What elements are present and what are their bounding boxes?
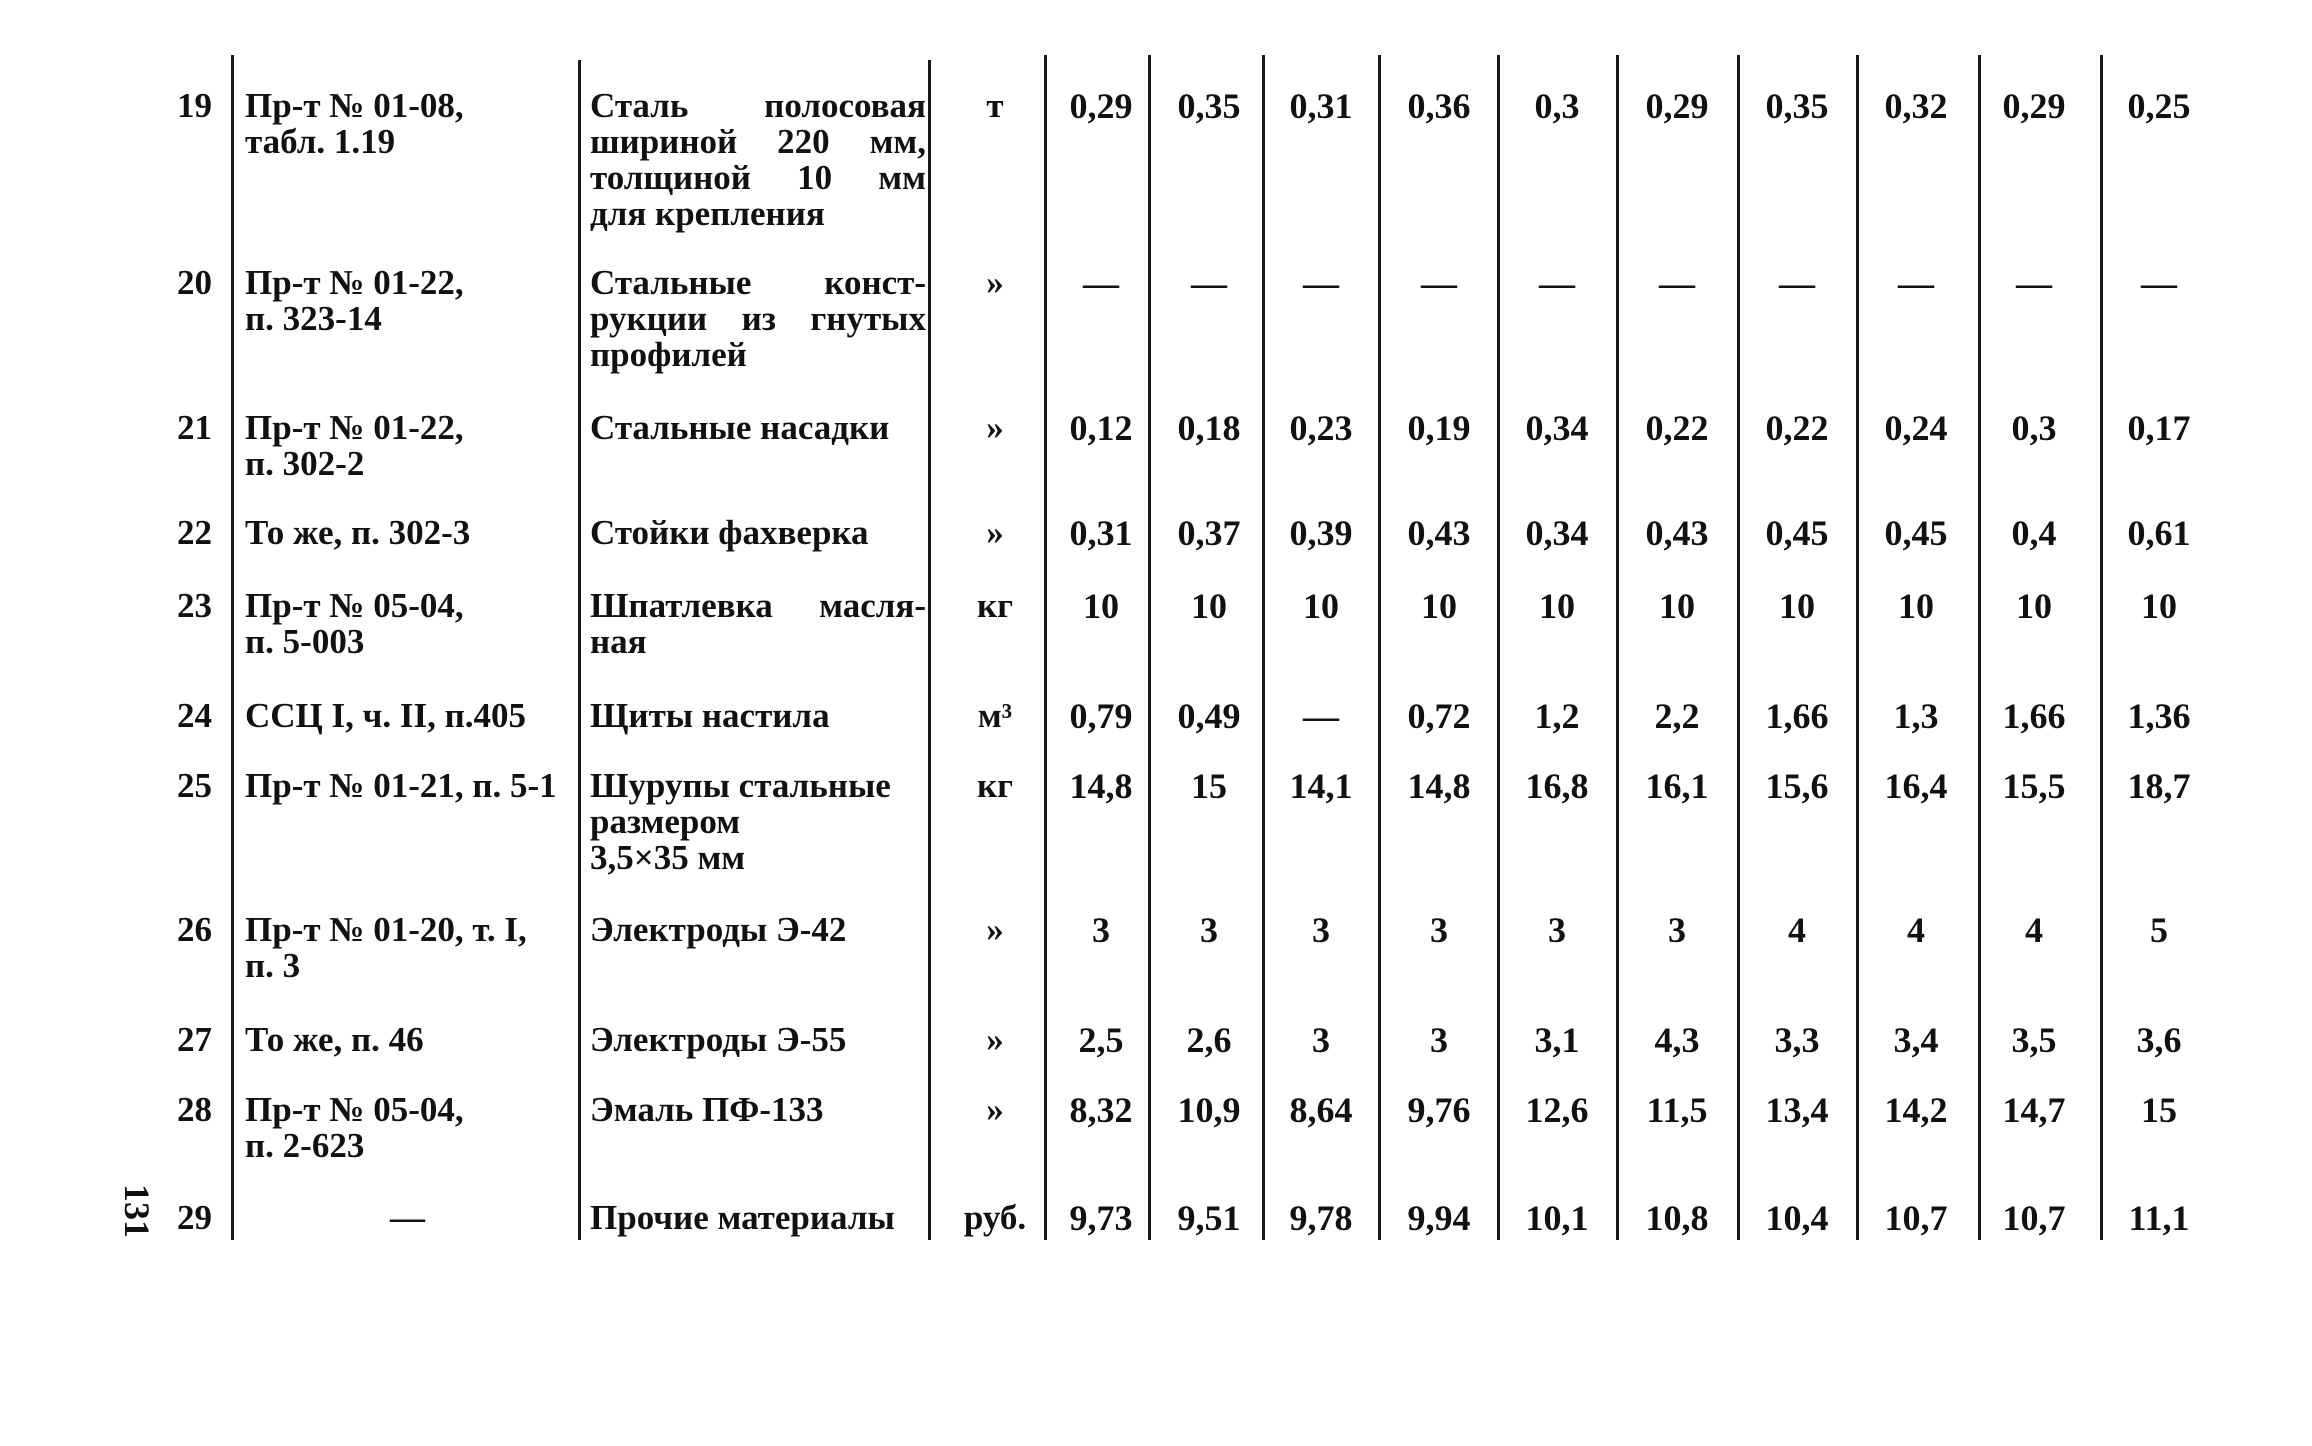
row-number: 22 <box>177 513 212 552</box>
value-cell: 10,8 <box>1645 1198 1709 1238</box>
value-cell: — <box>1898 263 1934 303</box>
value-cell: 0,29 <box>2002 86 2066 126</box>
value-cell: 10 <box>1539 586 1575 626</box>
value-cell: 14,1 <box>1289 766 1353 806</box>
value-cell: 10 <box>1083 586 1119 626</box>
source-line: п. 323-14 <box>245 299 382 338</box>
column-rule <box>1856 55 1859 1240</box>
value-cell: 12,6 <box>1525 1090 1589 1130</box>
column-rule <box>1044 55 1047 1240</box>
value-cell: 14,8 <box>1407 766 1471 806</box>
column-rule <box>1616 55 1619 1240</box>
value-cell: 10 <box>1303 586 1339 626</box>
value-cell: 0,61 <box>2127 513 2191 553</box>
value-cell: 0,79 <box>1069 696 1133 736</box>
value-cell: 8,64 <box>1289 1090 1353 1130</box>
value-cell: 3,6 <box>2136 1020 2182 1060</box>
source-reference <box>245 410 575 482</box>
column-rule <box>1378 55 1381 1240</box>
value-cell: 3 <box>1668 910 1686 950</box>
value-cell: 1,66 <box>2002 696 2066 736</box>
unit-of-measure: т <box>986 86 1004 125</box>
column-rule <box>1148 55 1151 1240</box>
material-name-line: Шурупы стальные <box>590 766 891 805</box>
value-cell: 3 <box>1430 910 1448 950</box>
value-cell: — <box>1303 263 1339 303</box>
column-rule <box>1978 55 1981 1240</box>
value-cell: 0,17 <box>2127 408 2191 448</box>
source-line: Пр-т № 01-08, <box>245 86 464 125</box>
material-name-line: Шпатлевка масля- <box>590 586 926 625</box>
source-line: То же, п. 302-3 <box>245 513 471 552</box>
value-cell: 3 <box>1092 910 1110 950</box>
material-name <box>590 768 926 876</box>
row-number: 20 <box>177 263 212 302</box>
row-number: 25 <box>177 766 212 805</box>
value-cell: 0,3 <box>1534 86 1580 126</box>
material-name-line: профилей <box>590 335 747 374</box>
value-cell: 10 <box>1779 586 1815 626</box>
value-cell: 10,4 <box>1765 1198 1829 1238</box>
value-cell: — <box>2016 263 2052 303</box>
value-cell: 0,72 <box>1407 696 1471 736</box>
value-cell: 10,7 <box>1884 1198 1948 1238</box>
source-reference <box>245 265 575 337</box>
material-name-line: 3,5×35 мм <box>590 838 746 877</box>
value-cell: 0,45 <box>1884 513 1948 553</box>
material-name-line: Стальные насадки <box>590 408 890 447</box>
material-name-line: Эмаль ПФ-133 <box>590 1090 824 1129</box>
value-cell: 0,31 <box>1069 513 1133 553</box>
value-cell: 10,9 <box>1177 1090 1241 1130</box>
value-cell: 4 <box>1788 910 1806 950</box>
value-cell: 15 <box>2141 1090 2177 1130</box>
value-cell: 16,4 <box>1884 766 1948 806</box>
column-rule <box>2100 55 2103 1240</box>
value-cell: 0,34 <box>1525 513 1589 553</box>
value-cell: — <box>1659 263 1695 303</box>
value-cell: 10 <box>1421 586 1457 626</box>
value-cell: 0,35 <box>1177 86 1241 126</box>
source-line: Пр-т № 01-22, <box>245 408 464 447</box>
value-cell: 15,5 <box>2002 766 2066 806</box>
source-line: п. 302-2 <box>245 444 365 483</box>
source-reference <box>245 1092 575 1164</box>
material-name-line: Щиты настила <box>590 696 830 735</box>
source-line: п. 2-623 <box>245 1126 365 1165</box>
source-reference <box>245 88 575 160</box>
value-cell: 0,36 <box>1407 86 1471 126</box>
value-cell: 3 <box>1548 910 1566 950</box>
unit-of-measure: » <box>986 513 1004 552</box>
value-cell: 2,2 <box>1654 696 1700 736</box>
value-cell: — <box>1303 696 1339 736</box>
value-cell: — <box>1421 263 1457 303</box>
row-number: 23 <box>177 586 212 625</box>
material-name <box>590 588 926 660</box>
unit-of-measure: м³ <box>977 696 1013 735</box>
value-cell: 3 <box>1312 1020 1330 1060</box>
material-name-line: толщиной 10 мм <box>590 158 926 197</box>
value-cell: 5 <box>2150 910 2168 950</box>
material-name <box>590 912 926 948</box>
column-rule <box>928 60 931 1240</box>
value-cell: 0,31 <box>1289 86 1353 126</box>
material-name <box>590 1092 926 1128</box>
value-cell: 4 <box>1907 910 1925 950</box>
column-rule <box>231 55 234 1240</box>
source-line: ССЦ I, ч. II, п.405 <box>245 696 527 735</box>
value-cell: — <box>1191 263 1227 303</box>
column-rule <box>1737 55 1740 1240</box>
value-cell: 3 <box>1200 910 1218 950</box>
value-cell: 0,22 <box>1645 408 1709 448</box>
row-number: 21 <box>177 408 212 447</box>
material-name-line: Электроды Э-55 <box>590 1020 847 1059</box>
unit-of-measure: » <box>986 263 1004 302</box>
value-cell: 1,3 <box>1893 696 1939 736</box>
unit-of-measure: » <box>986 1090 1004 1129</box>
value-cell: 10,7 <box>2002 1198 2066 1238</box>
value-cell: 2,6 <box>1186 1020 1232 1060</box>
value-cell: 0,18 <box>1177 408 1241 448</box>
row-number: 24 <box>177 696 212 735</box>
source-line: Пр-т № 01-21, п. 5-1 <box>245 766 557 805</box>
source-line: Пр-т № 05-04, <box>245 586 464 625</box>
value-cell: 9,76 <box>1407 1090 1471 1130</box>
source-line: — <box>390 1198 425 1237</box>
value-cell: 10 <box>2016 586 2052 626</box>
value-cell: 0,32 <box>1884 86 1948 126</box>
value-cell: 4,3 <box>1654 1020 1700 1060</box>
value-cell: 10 <box>2141 586 2177 626</box>
source-reference <box>245 1022 575 1058</box>
unit-of-measure: кг <box>976 586 1014 625</box>
material-name-line: рукции из гнутых <box>590 299 926 338</box>
source-reference <box>245 588 575 660</box>
source-reference <box>245 912 575 984</box>
source-line: Пр-т № 05-04, <box>245 1090 464 1129</box>
value-cell: 0,4 <box>2011 513 2057 553</box>
value-cell: 0,49 <box>1177 696 1241 736</box>
value-cell: 10 <box>1191 586 1227 626</box>
row-number: 26 <box>177 910 212 949</box>
value-cell: 0,43 <box>1407 513 1471 553</box>
value-cell: 14,8 <box>1069 766 1133 806</box>
unit-of-measure: кг <box>976 766 1014 805</box>
value-cell: 10 <box>1659 586 1695 626</box>
value-cell: 18,7 <box>2127 766 2191 806</box>
value-cell: 9,94 <box>1407 1198 1471 1238</box>
value-cell: 0,19 <box>1407 408 1471 448</box>
value-cell: 8,32 <box>1069 1090 1133 1130</box>
material-name-line: для крепления <box>590 194 825 233</box>
material-name <box>590 410 926 446</box>
material-name-line: ная <box>590 622 647 661</box>
value-cell: 0,45 <box>1765 513 1829 553</box>
value-cell: 10,1 <box>1525 1198 1589 1238</box>
source-line: табл. 1.19 <box>245 122 396 161</box>
value-cell: 10 <box>1898 586 1934 626</box>
unit-of-measure: » <box>986 1020 1004 1059</box>
value-cell: 2,5 <box>1078 1020 1124 1060</box>
material-name <box>590 1022 926 1058</box>
value-cell: — <box>1779 263 1815 303</box>
value-cell: 0,25 <box>2127 86 2191 126</box>
value-cell: 15,6 <box>1765 766 1829 806</box>
source-line: п. 3 <box>245 946 301 985</box>
value-cell: 0,29 <box>1645 86 1709 126</box>
material-name <box>590 265 926 373</box>
value-cell: 0,43 <box>1645 513 1709 553</box>
source-reference <box>245 698 575 734</box>
value-cell: 9,73 <box>1069 1198 1133 1238</box>
column-rule <box>1262 55 1265 1240</box>
material-name-line: размером <box>590 802 741 841</box>
value-cell: 3 <box>1312 910 1330 950</box>
source-reference <box>245 515 575 551</box>
material-name <box>590 698 926 734</box>
material-name-line: Стальные конст- <box>590 263 926 302</box>
source-line: п. 5-003 <box>245 622 365 661</box>
value-cell: 16,1 <box>1645 766 1709 806</box>
column-rule <box>1497 55 1500 1240</box>
value-cell: 0,24 <box>1884 408 1948 448</box>
source-reference <box>245 1200 575 1236</box>
row-number: 29 <box>177 1198 212 1237</box>
value-cell: 0,34 <box>1525 408 1589 448</box>
value-cell: 1,2 <box>1534 696 1580 736</box>
value-cell: — <box>1539 263 1575 303</box>
material-name-line: Стойки фахверка <box>590 513 869 552</box>
material-name <box>590 1200 926 1236</box>
value-cell: 1,66 <box>1765 696 1829 736</box>
material-name-line: Электроды Э-42 <box>590 910 847 949</box>
value-cell: 0,29 <box>1069 86 1133 126</box>
value-cell: 0,35 <box>1765 86 1829 126</box>
value-cell: 3 <box>1430 1020 1448 1060</box>
value-cell: 9,78 <box>1289 1198 1353 1238</box>
material-name <box>590 515 926 551</box>
value-cell: 0,23 <box>1289 408 1353 448</box>
value-cell: 11,5 <box>1646 1090 1708 1130</box>
row-number: 27 <box>177 1020 212 1059</box>
source-line: Пр-т № 01-20, т. I, <box>245 910 527 949</box>
value-cell: — <box>1083 263 1119 303</box>
source-line: То же, п. 46 <box>245 1020 424 1059</box>
value-cell: 0,22 <box>1765 408 1829 448</box>
value-cell: 14,2 <box>1884 1090 1948 1130</box>
value-cell: 3,5 <box>2011 1020 2057 1060</box>
value-cell: 13,4 <box>1765 1090 1829 1130</box>
page-number: 131 <box>117 1184 157 1238</box>
source-line: Пр-т № 01-22, <box>245 263 464 302</box>
row-number: 28 <box>177 1090 212 1129</box>
unit-of-measure: » <box>986 408 1004 447</box>
value-cell: 9,51 <box>1177 1198 1241 1238</box>
material-name-line: Сталь полосовая <box>590 86 926 125</box>
material-name-line: Прочие материалы <box>590 1198 895 1237</box>
material-name <box>590 88 926 232</box>
value-cell: 4 <box>2025 910 2043 950</box>
value-cell: — <box>2141 263 2177 303</box>
value-cell: 3,1 <box>1534 1020 1580 1060</box>
value-cell: 16,8 <box>1525 766 1589 806</box>
unit-of-measure: » <box>986 910 1004 949</box>
source-reference <box>245 768 575 804</box>
row-number: 19 <box>177 86 212 125</box>
value-cell: 0,37 <box>1177 513 1241 553</box>
value-cell: 3,4 <box>1893 1020 1939 1060</box>
material-name-line: шириной 220 мм, <box>590 122 926 161</box>
value-cell: 0,39 <box>1289 513 1353 553</box>
unit-of-measure: руб. <box>963 1198 1027 1237</box>
value-cell: 11,1 <box>2128 1198 2190 1238</box>
value-cell: 1,36 <box>2127 696 2191 736</box>
value-cell: 15 <box>1191 766 1227 806</box>
value-cell: 14,7 <box>2002 1090 2066 1130</box>
value-cell: 0,12 <box>1069 408 1133 448</box>
value-cell: 3,3 <box>1774 1020 1820 1060</box>
value-cell: 0,3 <box>2011 408 2057 448</box>
column-rule <box>578 60 581 1240</box>
